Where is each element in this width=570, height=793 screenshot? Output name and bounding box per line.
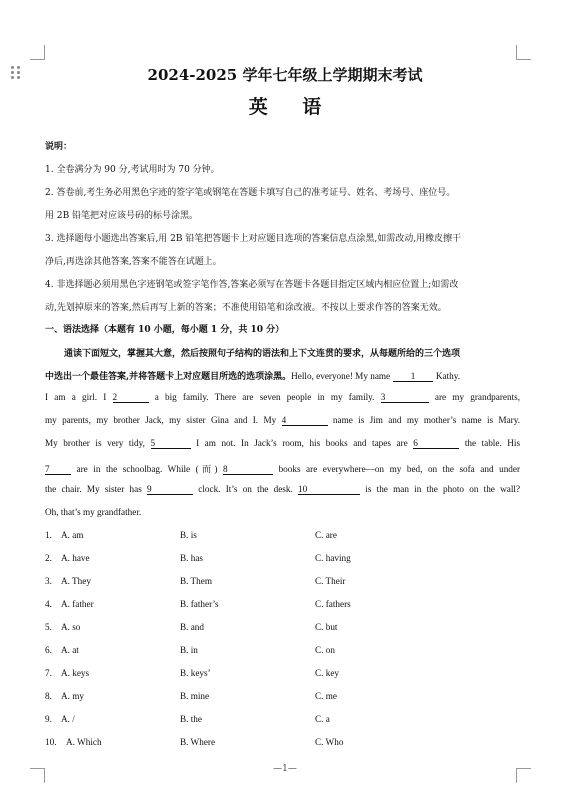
passage-line-4: My brother is very tidy, 5 I am not. In Jack’s room, his books and tapes are 6 the table. His <box>45 438 521 448</box>
option-b[interactable]: B. Where <box>180 737 216 747</box>
blank-2: 2 <box>113 392 149 403</box>
option-a[interactable]: A. my <box>61 691 84 701</box>
subject-title: 英 语 <box>248 96 336 118</box>
option-b[interactable]: B. and <box>180 622 204 632</box>
option-b[interactable]: B. is <box>180 530 197 540</box>
passage-line-2: I am a girl. I 2 a big family. There are seven people in my family. 3 are my grandparents, <box>45 392 520 402</box>
option-a[interactable]: A. father <box>61 599 94 609</box>
passage-line-7: Oh, that’s my grandfather. <box>45 507 142 517</box>
option-c[interactable]: C. but <box>315 622 338 632</box>
option-a[interactable]: A. Which <box>66 737 102 747</box>
option-c[interactable]: C. key <box>315 668 339 678</box>
instruction-line: 3. 选择题每小题选出答案后,用 2B 铅笔把答题卡上对应题目选项的答案信息点涂黑,如需改动,用橡皮擦干 <box>45 234 462 244</box>
instruction-line: 2. 答卷前,考生务必用黑色字迹的签字笔或钢笔在答题卡填写自己的准考证号、姓名、考场号、座位号。 <box>45 188 456 198</box>
page-number: —1— <box>273 764 297 774</box>
option-b[interactable]: B. in <box>180 645 198 655</box>
instruction-line: 净后,再选涂其他答案,答案不能答在试题上。 <box>45 257 222 267</box>
crop-mark-top-left <box>30 45 45 60</box>
blank-9: 9 <box>147 484 193 495</box>
instruction-line: 1. 全卷满分为 90 分,考试用时为 70 分钟。 <box>45 165 220 175</box>
option-a[interactable]: A. keys <box>61 668 90 678</box>
option-c[interactable]: C. Who <box>315 737 344 747</box>
option-b[interactable]: B. has <box>180 553 203 563</box>
instruction-line: 4. 非选择题必须用黑色字迹钢笔或签字笔作答,答案必须写在答题卡各题目指定区域内相应位置上;如需改 <box>45 280 459 290</box>
instructions-label: 说明： <box>45 142 73 152</box>
blank-10: 10 <box>298 484 360 495</box>
blank-1: 1 <box>393 371 433 382</box>
blank-5: 5 <box>151 438 191 449</box>
option-b[interactable]: B. mine <box>180 691 210 701</box>
blank-4: 4 <box>282 415 328 426</box>
directions-line-1: 通读下面短文，掌握其大意，然后按照句子结构的语法和上下文连贯的要求，从每题所给的三个选项 <box>64 349 461 359</box>
option-b[interactable]: B. keys’ <box>180 668 211 678</box>
blank-7: 7 <box>45 464 71 475</box>
directions-line-2: 中选出一个最佳答案,并将答题卡上对应题目所选的选项涂黑。 <box>45 372 292 382</box>
passage-line-3: my parents, my brother Jack, my sister Gina and I. My 4 name is Jim and my mother’s name is Mary. <box>45 415 521 425</box>
blank-8: 8 <box>223 464 273 475</box>
exam-title: 2024-2025 学年七年级上学期期末考试 <box>147 66 423 84</box>
option-c[interactable]: C. Their <box>315 576 346 586</box>
passage-line-5: 7 are in the schoolbag. While (而) 8 books are everywhere—on my bed, on the sofa and under <box>45 464 521 474</box>
instruction-line: 动,先划掉原来的答案,然后再写上新的答案；不准使用铅笔和涂改液。不按以上要求作答的答案无效。 <box>45 303 447 313</box>
option-c[interactable]: C. fathers <box>315 599 351 609</box>
option-b[interactable]: B. the <box>180 714 202 724</box>
exam-page: 2024-2025 学年七年级上学期期末考试 英 语 说明： 1. 全卷满分为 90 分,考试用时为 70 分钟。 2. 答卷前,考生务必用黑色字迹的签字笔或钢笔在答题卡填写自己的准考证号、姓名、考场号、座位号。 用 2B 铅笔把对应该号码的标号涂黑。 3. 选择题每小题选出答案后,用 2B 铅笔把答题卡上对应题目选项的答案信息点涂黑,如需改动,用橡皮擦干 净后,再选涂其他答案,答案不能答在试题上。 4. 非选择题必须用黑色字迹钢笔或签字笔作答,答案必须写在答题卡各题目指定区域内相应位置上;如需改 动,先划掉原来的答案,然后再写上新的答案；不准使用铅笔和涂改液。不按以上要求作答的答案无效。 一、语法选择（本题有 10 小题，每小题 1 分，共 10 分） 通读下面短文，掌握其大意，然后按照句子结构的语法和上下文连贯的要求，从每题所给的三个选项 中选出一个最佳答案,并将答题卡上对应题目所选的选项涂黑。Hello, everyone! My name 1 Kathy. I am a girl. I 2 a big family. There are seven people in my family. 3 are my grandparents, my parents, my brother Jack, my sister Gina and I. My 4 name is Jim and my mother’s name is Mary. My brother is very tidy, 5 I am not. In Jack’s room, his books and tapes are 6 the table. His 7 are in the schoolbag. While (而) 8 books are everywhere—on my bed, on the sofa and under the chair. My sister has 9 clock. It’s on the desk. 10 is the man in the photo on the wall? Oh, that’s my grandfather. 1. A. am B. is C. are 2. A. have B. has C. having 3. A. They B. Them C. Their 4. A. father B. father’s C. fathers 5. A. so B. and C. but 6. A. at B. in C. on 7. A. keys B. keys’ C. key 8. A. my B. mine C. me 9. A. / B. the C. a 10. A. Which B. Where C. Who —1— <box>0 0 570 793</box>
option-c[interactable]: C. having <box>315 553 351 563</box>
option-c[interactable]: C. are <box>315 530 337 540</box>
option-a[interactable]: A. have <box>61 553 90 563</box>
crop-mark-top-right <box>516 45 531 60</box>
option-a[interactable]: A. / <box>61 714 75 724</box>
option-c[interactable]: C. a <box>315 714 330 724</box>
section-heading: 一、语法选择（本题有 10 小题，每小题 1 分，共 10 分） <box>45 325 285 335</box>
option-a[interactable]: A. at <box>61 645 79 655</box>
option-b[interactable]: B. father’s <box>180 599 219 609</box>
instruction-line: 用 2B 铅笔把对应该号码的标号涂黑。 <box>45 211 199 221</box>
blank-3: 3 <box>381 392 429 403</box>
option-a[interactable]: A. They <box>61 576 91 586</box>
passage-line-6: the chair. My sister has 9 clock. It’s on the desk. 10 is the man in the photo on the wall? <box>45 484 521 494</box>
option-a[interactable]: A. so <box>61 622 81 632</box>
option-a[interactable]: A. am <box>61 530 84 540</box>
option-b[interactable]: B. Them <box>180 576 212 586</box>
passage-line-1: 中选出一个最佳答案,并将答题卡上对应题目所选的选项涂黑。Hello, everyone! My name 1 Kathy. <box>45 371 461 382</box>
option-c[interactable]: C. on <box>315 645 335 655</box>
option-c[interactable]: C. me <box>315 691 337 701</box>
blank-6: 6 <box>413 438 459 449</box>
